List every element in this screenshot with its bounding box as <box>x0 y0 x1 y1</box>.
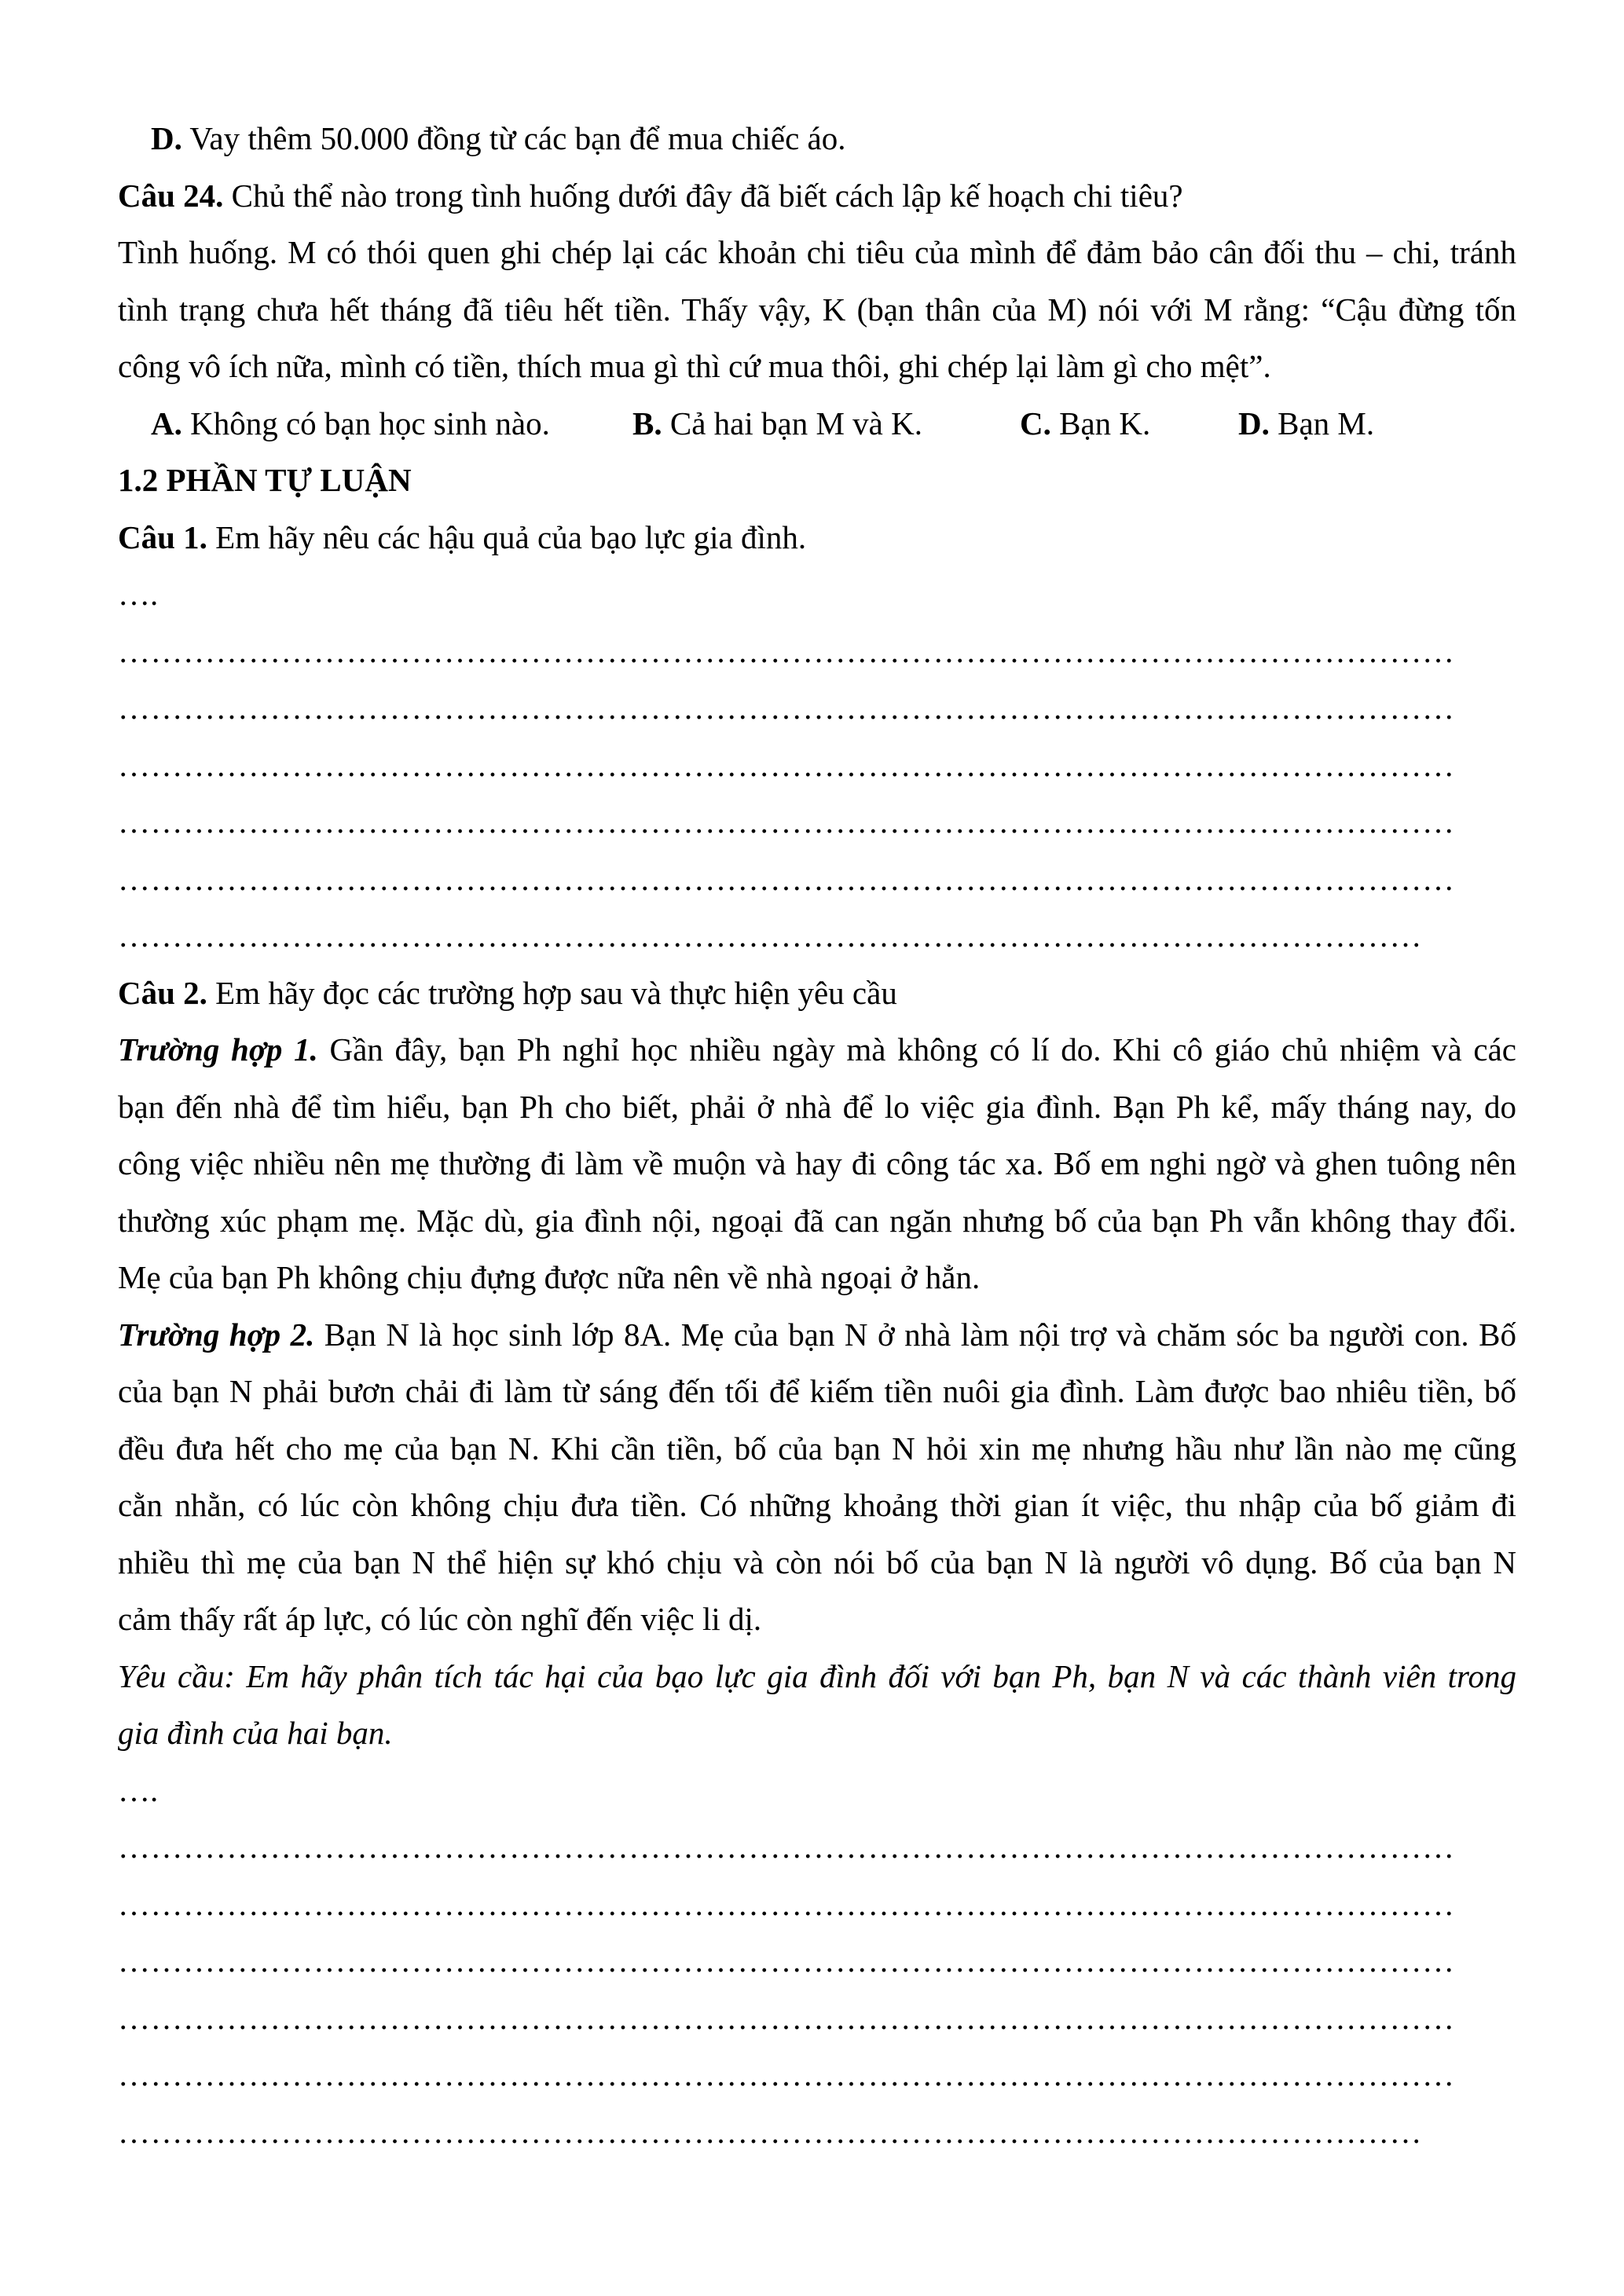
case-text: Gần đây, bạn Ph nghỉ học nhiều ngày mà không có lí do. Khi cô giáo chủ nhiệm và các <box>317 1031 1517 1067</box>
case2-line: đều đưa hết cho mẹ của bạn N. Khi cần tiền, bố của bạn N hỏi xin mẹ nhưng hầu như lần nào mẹ cũng <box>118 1430 1516 1467</box>
question-text: Chủ thể nào trong tình huống dưới đây đã biết cách lập kế hoạch chi tiêu? <box>223 177 1183 214</box>
q23-option-d <box>118 110 1516 167</box>
answer-line: …. <box>118 576 159 612</box>
essay2-question <box>118 965 1516 1022</box>
answer-line: …………………………………………………………………………………………………………… <box>118 746 1455 783</box>
option-text: Không có bạn học sinh nào. <box>181 405 550 441</box>
answer-line: …………………………………………………………………………………………………………… <box>118 1885 1455 1922</box>
q24-options <box>118 395 1516 452</box>
case1-line <box>118 1021 1516 1078</box>
case2-line <box>118 1306 1516 1364</box>
answer-line: ………………………………………………………………………………………………………… <box>118 2113 1422 2150</box>
option-text: Bạn M. <box>1269 405 1375 441</box>
answer-line: …………………………………………………………………………………………………………… <box>118 632 1455 669</box>
answer-line: …………………………………………………………………………………………………………… <box>118 860 1455 897</box>
option-text: Vay thêm 50.000 đồng từ các bạn để mua chiếc áo. <box>181 120 846 156</box>
q24-option-c <box>1020 395 1150 452</box>
q24-situation-line: công vô ích nữa, mình có tiền, thích mua gì thì cứ mua thôi, ghi chép lại làm gì cho mệt”. <box>118 348 1271 384</box>
q24-option-a <box>151 395 550 452</box>
question-text: Em hãy nêu các hậu quả của bạo lực gia đình. <box>207 518 807 555</box>
case2-label: Trường hợp 2. <box>118 1316 315 1353</box>
case2-line: nhiều thì mẹ của bạn N thể hiện sự khó chịu và còn nói bố của bạn N là người vô dụng. Bố của bạn N <box>118 1543 1516 1580</box>
document-page <box>118 110 1516 2160</box>
option-label: D. <box>151 120 182 156</box>
answer-line: …………………………………………………………………………………………………………… <box>118 1999 1455 2036</box>
essay1-question <box>118 509 1516 566</box>
case1-line: Mẹ của bạn Ph không chịu đựng được nữa nên về nhà ngoại ở hẳn. <box>118 1259 981 1295</box>
case1-label: Trường hợp 1. <box>118 1031 318 1067</box>
question-label: Câu 1. <box>118 518 207 555</box>
answer-line: …………………………………………………………………………………………………………… <box>118 690 1455 726</box>
q24-situation-line: tình trạng chưa hết tháng đã tiêu hết tiền. Thấy vậy, K (bạn thân của M) nói với M rằng: “Cậu đừng tốn <box>118 291 1516 328</box>
section-heading: 1.2 PHẦN TỰ LUẬN <box>118 462 412 498</box>
option-text: Cả hai bạn M và K. <box>662 405 922 441</box>
case1-line: bạn đến nhà để tìm hiểu, bạn Ph cho biết, phải ở nhà để lo việc gia đình. Bạn Ph kể, mấy tháng nay, do <box>118 1088 1516 1125</box>
answer-line: …………………………………………………………………………………………………………… <box>118 804 1455 840</box>
requirement-line: gia đình của hai bạn. <box>118 1715 393 1751</box>
requirement-line: Yêu cầu: Em hãy phân tích tác hại của bạo lực gia đình đối với bạn Ph, bạn N và các thành viên trong <box>118 1657 1516 1694</box>
case-text: Bạn N là học sinh lớp 8A. Mẹ của bạn N ở nhà làm nội trợ và chăm sóc ba người con. Bố <box>314 1316 1516 1353</box>
q24-option-d <box>1238 395 1374 452</box>
q24-question <box>118 167 1516 225</box>
option-label: A. <box>151 405 182 441</box>
case2-line: cảm thấy rất áp lực, có lúc còn nghĩ đến việc li dị. <box>118 1601 762 1637</box>
answer-line: ………………………………………………………………………………………………………… <box>118 917 1422 954</box>
q24-option-b <box>632 395 922 452</box>
case2-line: cằn nhằn, có lúc còn không chịu đưa tiền. Có những khoảng thời gian ít việc, thu nhập của bố giảm đi <box>118 1487 1516 1523</box>
answer-line: …. <box>118 1771 159 1808</box>
option-text: Bạn K. <box>1050 405 1151 441</box>
option-label: B. <box>632 405 662 441</box>
case2-line: của bạn N phải bươn chải đi làm từ sáng đến tối để kiếm tiền nuôi gia đình. Làm được bao nhiêu tiền, bố <box>118 1373 1516 1409</box>
option-label: D. <box>1238 405 1270 441</box>
answer-line: …………………………………………………………………………………………………………… <box>118 2056 1455 2093</box>
question-label: Câu 2. <box>118 974 207 1011</box>
question-text: Em hãy đọc các trường hợp sau và thực hiện yêu cầu <box>207 974 897 1011</box>
question-label: Câu 24. <box>118 177 224 214</box>
case1-line: công việc nhiều nên mẹ thường đi làm về muộn và hay đi công tác xa. Bố em nghi ngờ và ghen tuông nên <box>118 1145 1516 1181</box>
q24-situation-line: Tình huống. M có thói quen ghi chép lại các khoản chi tiêu của mình để đảm bảo cân đối thu – chi, tránh <box>118 234 1516 270</box>
option-label: C. <box>1020 405 1051 441</box>
answer-line: …………………………………………………………………………………………………………… <box>118 1943 1455 1979</box>
answer-line: …………………………………………………………………………………………………………… <box>118 1829 1455 1865</box>
case1-line: thường xúc phạm mẹ. Mặc dù, gia đình nội, ngoại đã can ngăn nhưng bố của bạn Ph vẫn không thay đổi. <box>118 1202 1516 1239</box>
